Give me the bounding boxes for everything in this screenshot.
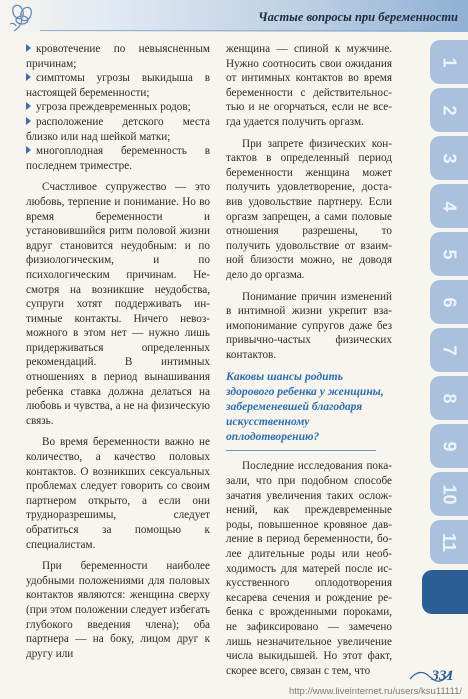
bullet-arrow-icon: [26, 117, 31, 125]
flower-logo-icon: [4, 2, 40, 32]
header-rule: [40, 30, 442, 31]
bullet-arrow-icon: [26, 102, 31, 110]
question-underline: [226, 450, 376, 451]
chapter-tab-label: 6: [439, 296, 460, 308]
bullet-item: [26, 115, 210, 144]
body-paragraph: Последние исследования показали, что при подобном способе зачатия увеличения таких осложнений, как преждевременные роды, повышенное кровяное давление в период беременности, более длительные роды или необходимость для матерей после искусственного оплодотворения кесарева сечения и рождение ребенка с врожденными пороками, не зафиксировано — замечено лишь незначительное увеличение числа выкидышей. Но этот факт, скорее всего, связан с тем, что: [226, 460, 392, 677]
body-paragraph: При запрете физических контактов в определенный период беременности женщина может получить удовлетворение, доставив удовольствие партнеру. Если оргазм запрещен, а сами половые отношения разрешены, то получить удовольствие от взаимной близости можно, не доводя дело до оргазма.: [226, 137, 392, 281]
chapter-tab-label: 8: [439, 392, 460, 404]
chapter-tab-label: 7: [439, 344, 460, 356]
bullet-item: [26, 144, 210, 173]
chapter-tab[interactable]: [430, 376, 468, 420]
chapter-tab[interactable]: [422, 570, 468, 614]
bullet-text: многоплодная беременность в последнем триместре.: [26, 145, 210, 172]
chapter-tab[interactable]: [430, 280, 468, 324]
bullet-text: угроза преждевременных родов;: [36, 101, 191, 114]
body-paragraph: женщина — спиной к мужчине. Нужно соотносить свои ожидания от интимных контактов во время беременности с действительностью и не огорчаться, если не всегда удается получить оргазм.: [226, 43, 392, 128]
page-number: 331: [431, 668, 454, 684]
chapter-tab-label: 4: [439, 200, 460, 212]
page-number-block: [408, 661, 460, 687]
chapter-tab[interactable]: [430, 232, 468, 276]
chapter-tab-label: 1: [439, 56, 460, 68]
chapter-tab[interactable]: [430, 136, 468, 180]
body-paragraph: При беременности наиболее удобными положениями для половых контактов являются: женщина сверху (при этом положении следует избегать глубокого введения члена); оба партнера — на боку, лицом друг к другу или: [26, 560, 210, 660]
section-question-heading: Каковы шансы родить здорового ребенка у женщины, забеременевшей благодаря искусственному оплодотворению?: [226, 370, 384, 444]
bullet-arrow-icon: [26, 73, 31, 81]
watermark-url: http://www.liveinternet.ru/users/ksu11111/: [288, 686, 462, 697]
body-paragraph: Понимание причин изменений в интимной жизни укрепит взаимопонимание супругов даже без привычно-частых физических контактов.: [226, 290, 392, 361]
bullet-text: кровотечение по невыясненным причинам;: [26, 43, 210, 70]
chapter-tab-label: 11: [439, 532, 460, 552]
chapter-tab-label: 2: [439, 104, 460, 116]
bullet-item: [26, 71, 210, 100]
chapter-tab-label: 3: [439, 152, 460, 164]
bullet-text: расположение детского места близко или над шейкой матки;: [26, 115, 210, 143]
chapter-tab-label: 10: [439, 483, 460, 505]
chapter-tab[interactable]: [430, 88, 468, 132]
bullet-text: симптомы угрозы выкидыша в настоящей беременности;: [26, 72, 210, 99]
bullet-arrow-icon: [26, 146, 31, 154]
right-column: [226, 42, 392, 678]
running-title: Частые вопросы при беременности: [258, 10, 458, 24]
chapter-tab-label: 9: [439, 440, 460, 452]
bullet-item: [26, 100, 210, 115]
chapter-tabs: [420, 36, 468, 646]
header-bar: [0, 0, 468, 32]
chapter-tab-label: 5: [439, 248, 460, 260]
bullet-item: [26, 42, 210, 71]
left-column: [26, 42, 210, 661]
body-paragraph: Счастливое супружество — это любовь, терпение и понимание. Но во время беременности и установившийся ритм половой жизни вдруг становится неудобным: и по физиологическим, и по психологическим причинам. Несмотря на возникшие неудобства, супруги хотят поддерживать интимные контакты. Ничего невозможного в этом нет — нужно лишь придерживаться определенных рекомендаций. В интимных отношениях в период вынашивания ребенка ставка должна делаться на любовь и чувства, а не на физическую связь.: [26, 181, 210, 427]
bullet-arrow-icon: [26, 44, 31, 52]
chapter-tab[interactable]: [430, 40, 468, 84]
chapter-tab[interactable]: [430, 472, 468, 516]
chapter-tab[interactable]: [430, 184, 468, 228]
chapter-tab[interactable]: [430, 328, 468, 372]
chapter-tab[interactable]: [430, 424, 468, 468]
chapter-tab[interactable]: [430, 520, 468, 564]
body-paragraph: Во время беременности важно не количество, а качество половых контактов. О возникших сексуальных проблемах следует говорить со своим партнером открыто, а если они трудноразрешимы, следует обратиться за помощью к специалистам.: [26, 436, 210, 551]
